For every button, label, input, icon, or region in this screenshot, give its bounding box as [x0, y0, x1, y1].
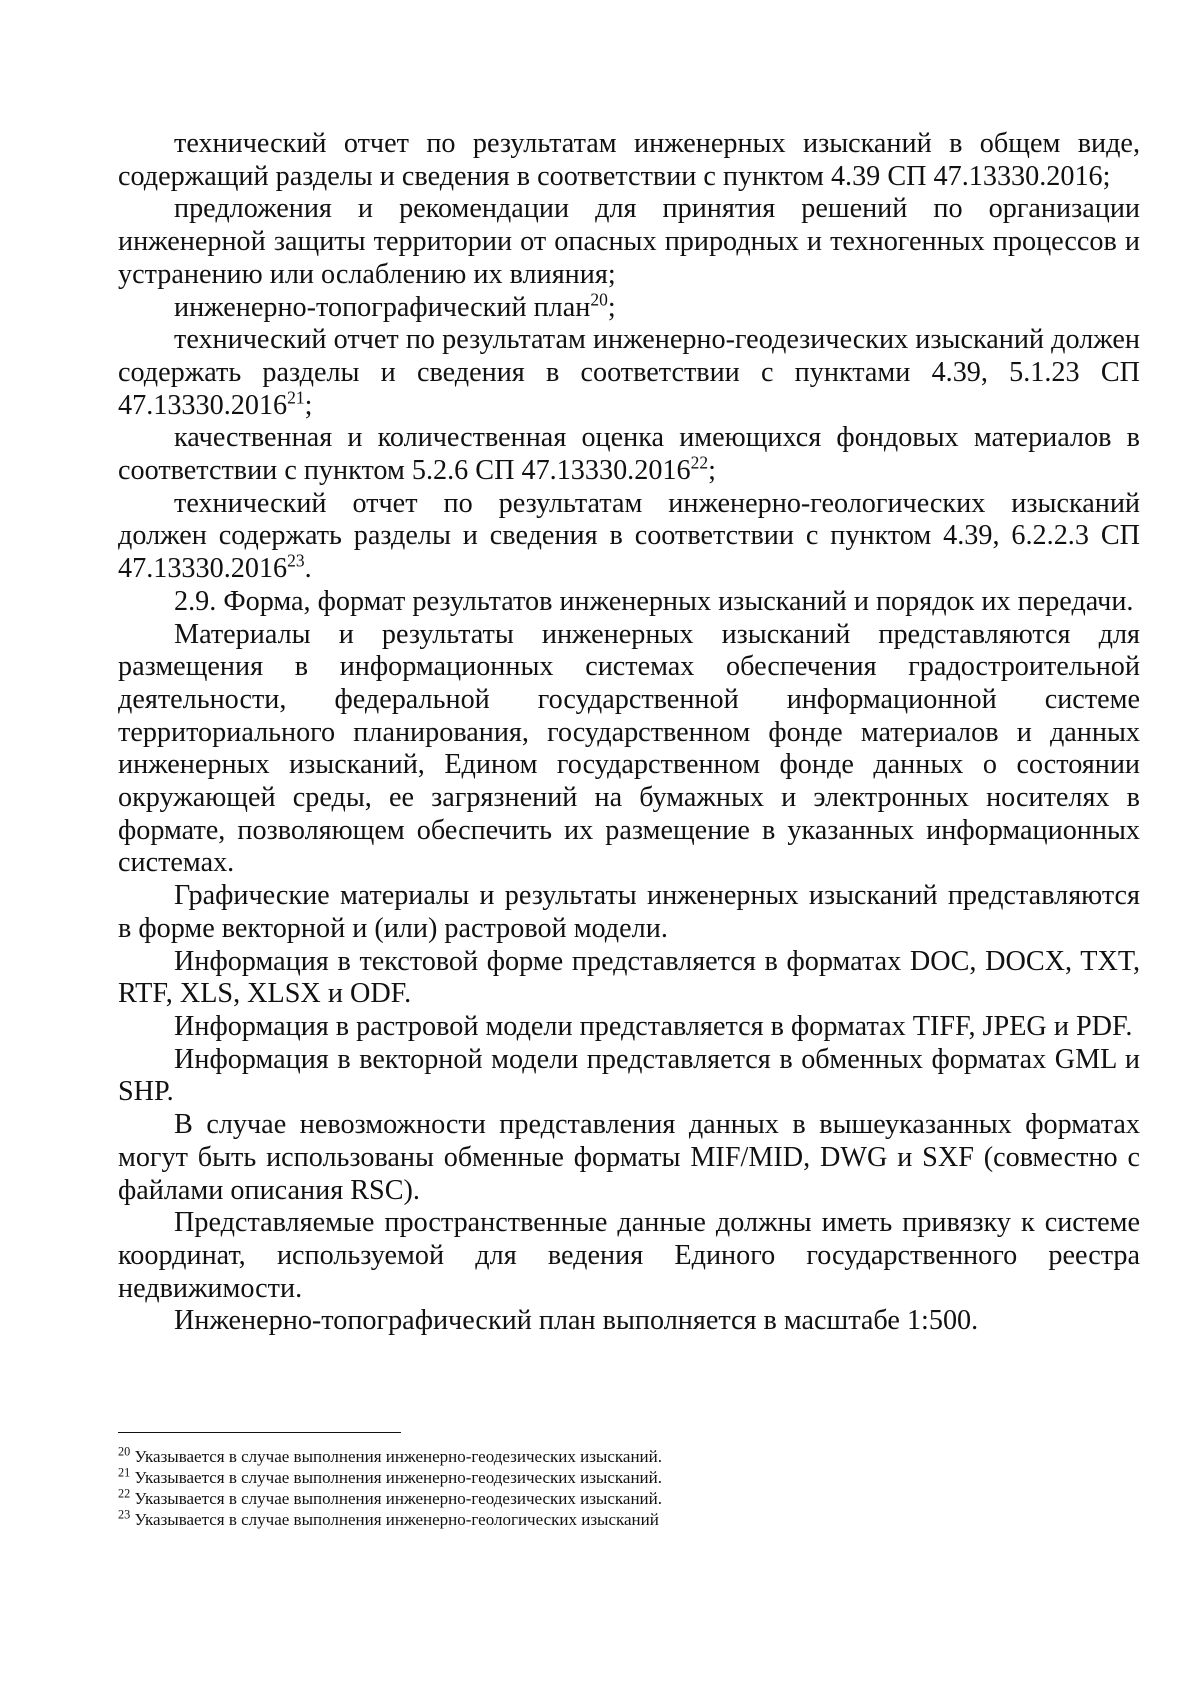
paragraph-13: В случае невозможности представления данных в вышеуказанных форматах могут быть использованы обменные форматы MIF/MID, DWG и SXF (совместно с файлами описания RSC).: [118, 1109, 1140, 1206]
paragraph-10: Информация в текстовой форме представляется в форматах DOC, DOCX, TXT, RTF, XLS, XLSX и ODF.: [118, 945, 1140, 1010]
paragraph-4: технический отчет по результатам инженерно-геодезических изысканий должен содержать разделы и сведения в соответствии с пунктами 4.39, 5.1.23 СП 47.13330.2016$^{21}$;: [118, 324, 1140, 421]
footnotes: [118, 1446, 662, 1530]
footnote-20: $^{20}$ Указывается в случае выполнения инженерно-геодезических изысканий.: [118, 1444, 662, 1466]
paragraph-8: Материалы и результаты инженерных изысканий представляются для размещения в информационных системах обеспечения градостроительной деятельности, федеральной государственной информационной системе территориального планирования, государственном фонде материалов и данных инженерных изысканий, Едином государственном фонде данных о состоянии окружающей среды, ее загрязнений на бумажных и электронных носителях в формате, позволяющем обеспечить их размещение в указанных информационных системах.: [118, 618, 1140, 879]
footnote-separator: [118, 1432, 401, 1433]
paragraph-2: предложения и рекомендации для принятия решений по организации инженерной защиты территории от опасных природных и техногенных процессов и устранению или ослаблению их влияния;: [118, 193, 1140, 290]
footnote-23: $^{23}$ Указывается в случае выполнения инженерно-геологических изысканий: [118, 1507, 659, 1529]
footnote-ref-20: 20: [590, 289, 608, 310]
paragraph-5: качественная и количественная оценка имеющихся фондовых материалов в соответствии с пунктом 5.2.6 СП 47.13330.2016$^{22}$;: [118, 422, 1140, 487]
body-text: [118, 128, 1140, 1338]
footnote-ref-22: 22: [690, 452, 709, 473]
footnote-22: $^{22}$ Указывается в случае выполнения инженерно-геодезических изысканий.: [118, 1486, 662, 1508]
paragraph-6: технический отчет по результатам инженерно-геологических изысканий должен содержать разделы и сведения в соответствии с пунктом 4.39, 6.2.2.3 СП 47.13330.2016$^{23}$.: [118, 487, 1140, 585]
paragraph-12: Информация в векторной модели представляется в обменных форматах GML и SHP.: [118, 1043, 1140, 1108]
section-heading-2-9: 2.9. Форма, формат результатов инженерных изысканий и порядок их передачи.: [174, 585, 1134, 617]
paragraph-9: Графические материалы и результаты инженерных изысканий представляются в форме векторной и (или) растровой модели.: [118, 880, 1140, 944]
footnote-ref-23: 23: [287, 550, 305, 571]
paragraph-15: Инженерно-топографический план выполняется в масштабе 1:500.: [174, 1305, 979, 1337]
footnote-ref-21: 21: [287, 387, 305, 408]
paragraph-14: Представляемые пространственные данные должны иметь привязку к системе координат, используемой для ведения Единого государственного реестра недвижимости.: [118, 1207, 1140, 1304]
paragraph-3: инженерно-топографический план$^{20}$;: [174, 289, 616, 323]
footnote-21: $^{21}$ Указывается в случае выполнения инженерно-геодезических изысканий.: [118, 1465, 662, 1487]
paragraph-1: технический отчет по результатам инженерных изысканий в общем виде, содержащий разделы и сведения в соответствии с пунктом 4.39 СП 47.13330.2016;: [118, 128, 1140, 192]
paragraph-11: Информация в растровой модели представляется в форматах TIFF, JPEG и PDF.: [174, 1010, 1133, 1042]
